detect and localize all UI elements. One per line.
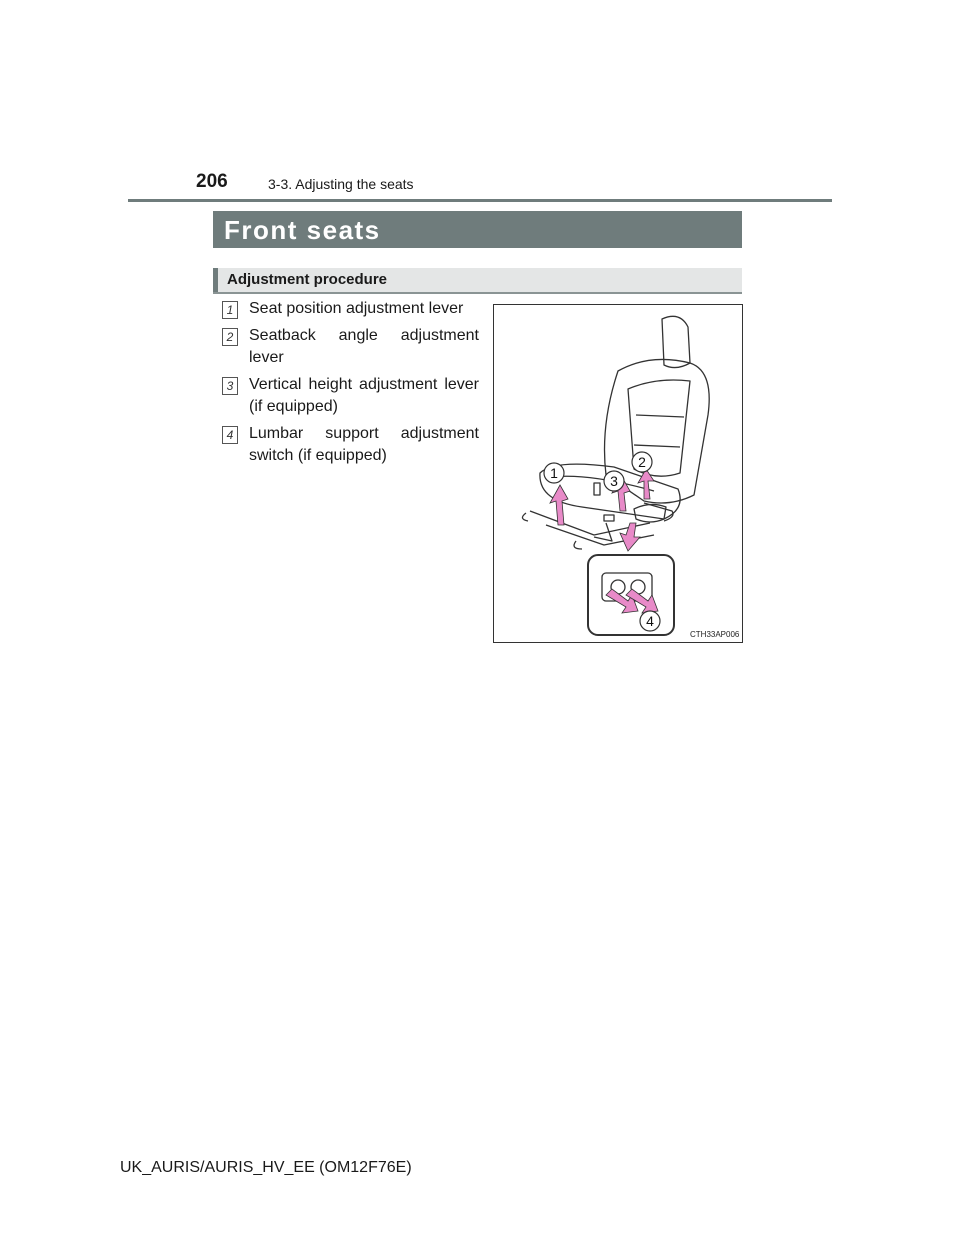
seat-diagram	[494, 305, 742, 642]
side-lever	[634, 504, 666, 522]
callout-4: 4	[646, 613, 654, 629]
item-text: Seat position adjustment lever	[249, 300, 464, 317]
page-number: 206	[196, 171, 228, 192]
figure-code: CTH33AP006	[690, 630, 740, 639]
item-text: Vertical height adjustment lever (if equipped)	[249, 376, 479, 415]
arrows	[550, 469, 658, 613]
callout-3: 3	[610, 473, 618, 489]
subheading-bar	[213, 268, 742, 294]
item-text: Seatback angle adjustment lever	[249, 327, 479, 366]
lumbar-switch-location	[604, 515, 614, 521]
item-number-badge: 1	[222, 301, 238, 319]
item-number-badge: 4	[222, 426, 238, 444]
item-text: Lumbar support adjustment switch (if equipped)	[249, 425, 479, 464]
header-rule	[128, 199, 832, 202]
footer-model-code: UK_AURIS/AURIS_HV_EE (OM12F76E)	[120, 1159, 412, 1176]
callout-1: 1	[550, 465, 558, 481]
item-number-badge: 2	[222, 328, 238, 346]
page-title: Front seats	[224, 215, 381, 245]
subheading: Adjustment procedure	[227, 271, 388, 288]
section-title: 3-3. Adjusting the seats	[268, 176, 414, 192]
buckle	[594, 483, 600, 495]
subheading-accent	[213, 268, 218, 292]
callout-2: 2	[638, 454, 646, 470]
seat-illustration	[493, 304, 743, 643]
item-number-badge: 3	[222, 377, 238, 395]
title-bar	[213, 211, 742, 248]
